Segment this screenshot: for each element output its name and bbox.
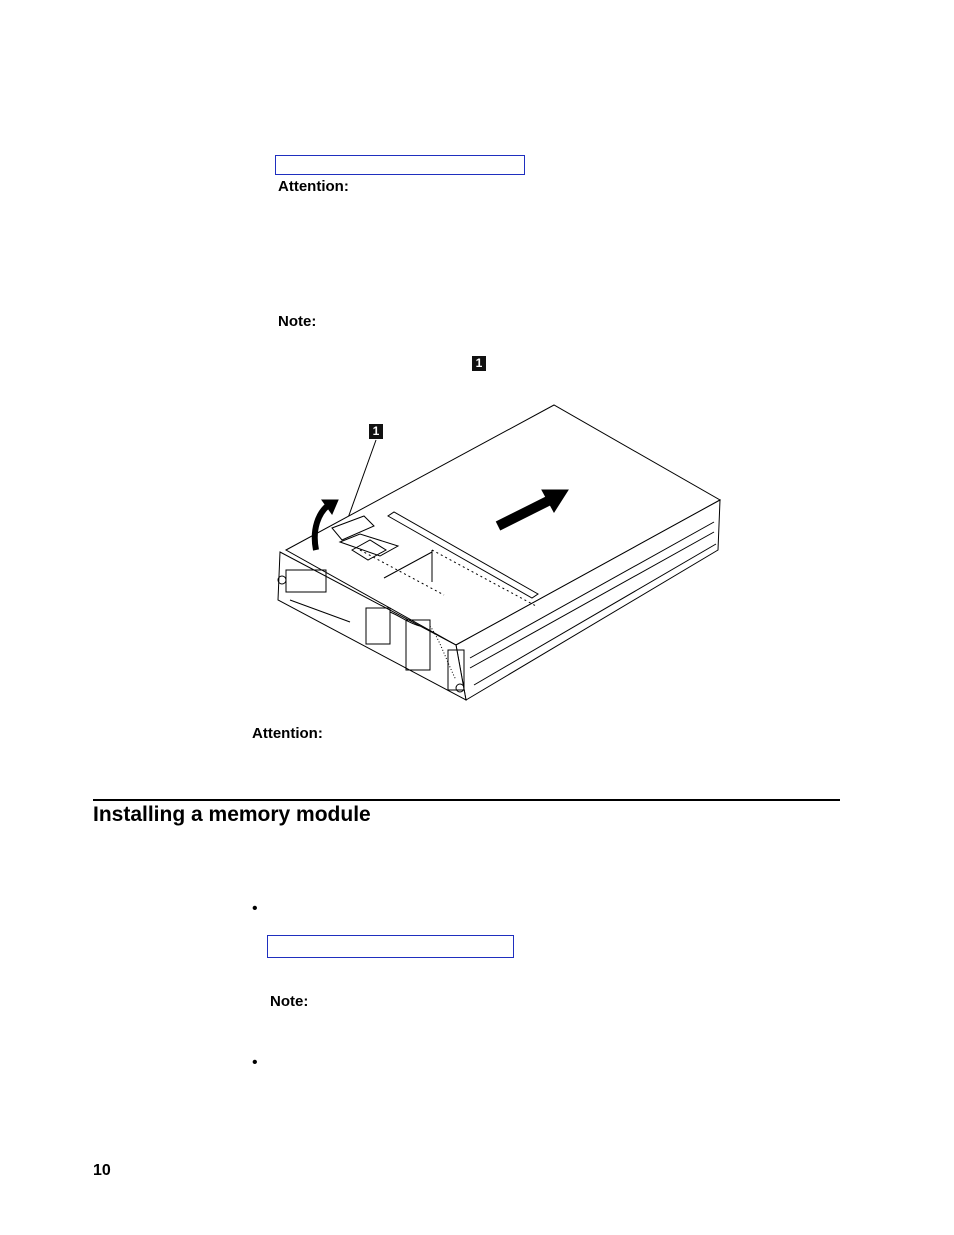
attention-label: Attention: [278, 178, 349, 195]
attention-label-bottom: Attention: [252, 725, 323, 742]
server-cover-icon [270, 400, 730, 705]
bullet-2: • [252, 1054, 258, 1071]
callout-marker: 1 [472, 356, 486, 371]
figure-callout-marker: 1 [369, 424, 383, 439]
cross-reference-link-2[interactable] [267, 935, 514, 958]
cross-reference-link[interactable] [275, 155, 525, 175]
bullet-1: • [252, 900, 258, 917]
section-title: Installing a memory module [93, 803, 371, 826]
note-label: Note: [278, 313, 317, 330]
server-figure [270, 400, 730, 705]
section-rule [93, 799, 840, 801]
note-label-2: Note: [270, 993, 309, 1010]
page-number: 10 [93, 1162, 111, 1179]
